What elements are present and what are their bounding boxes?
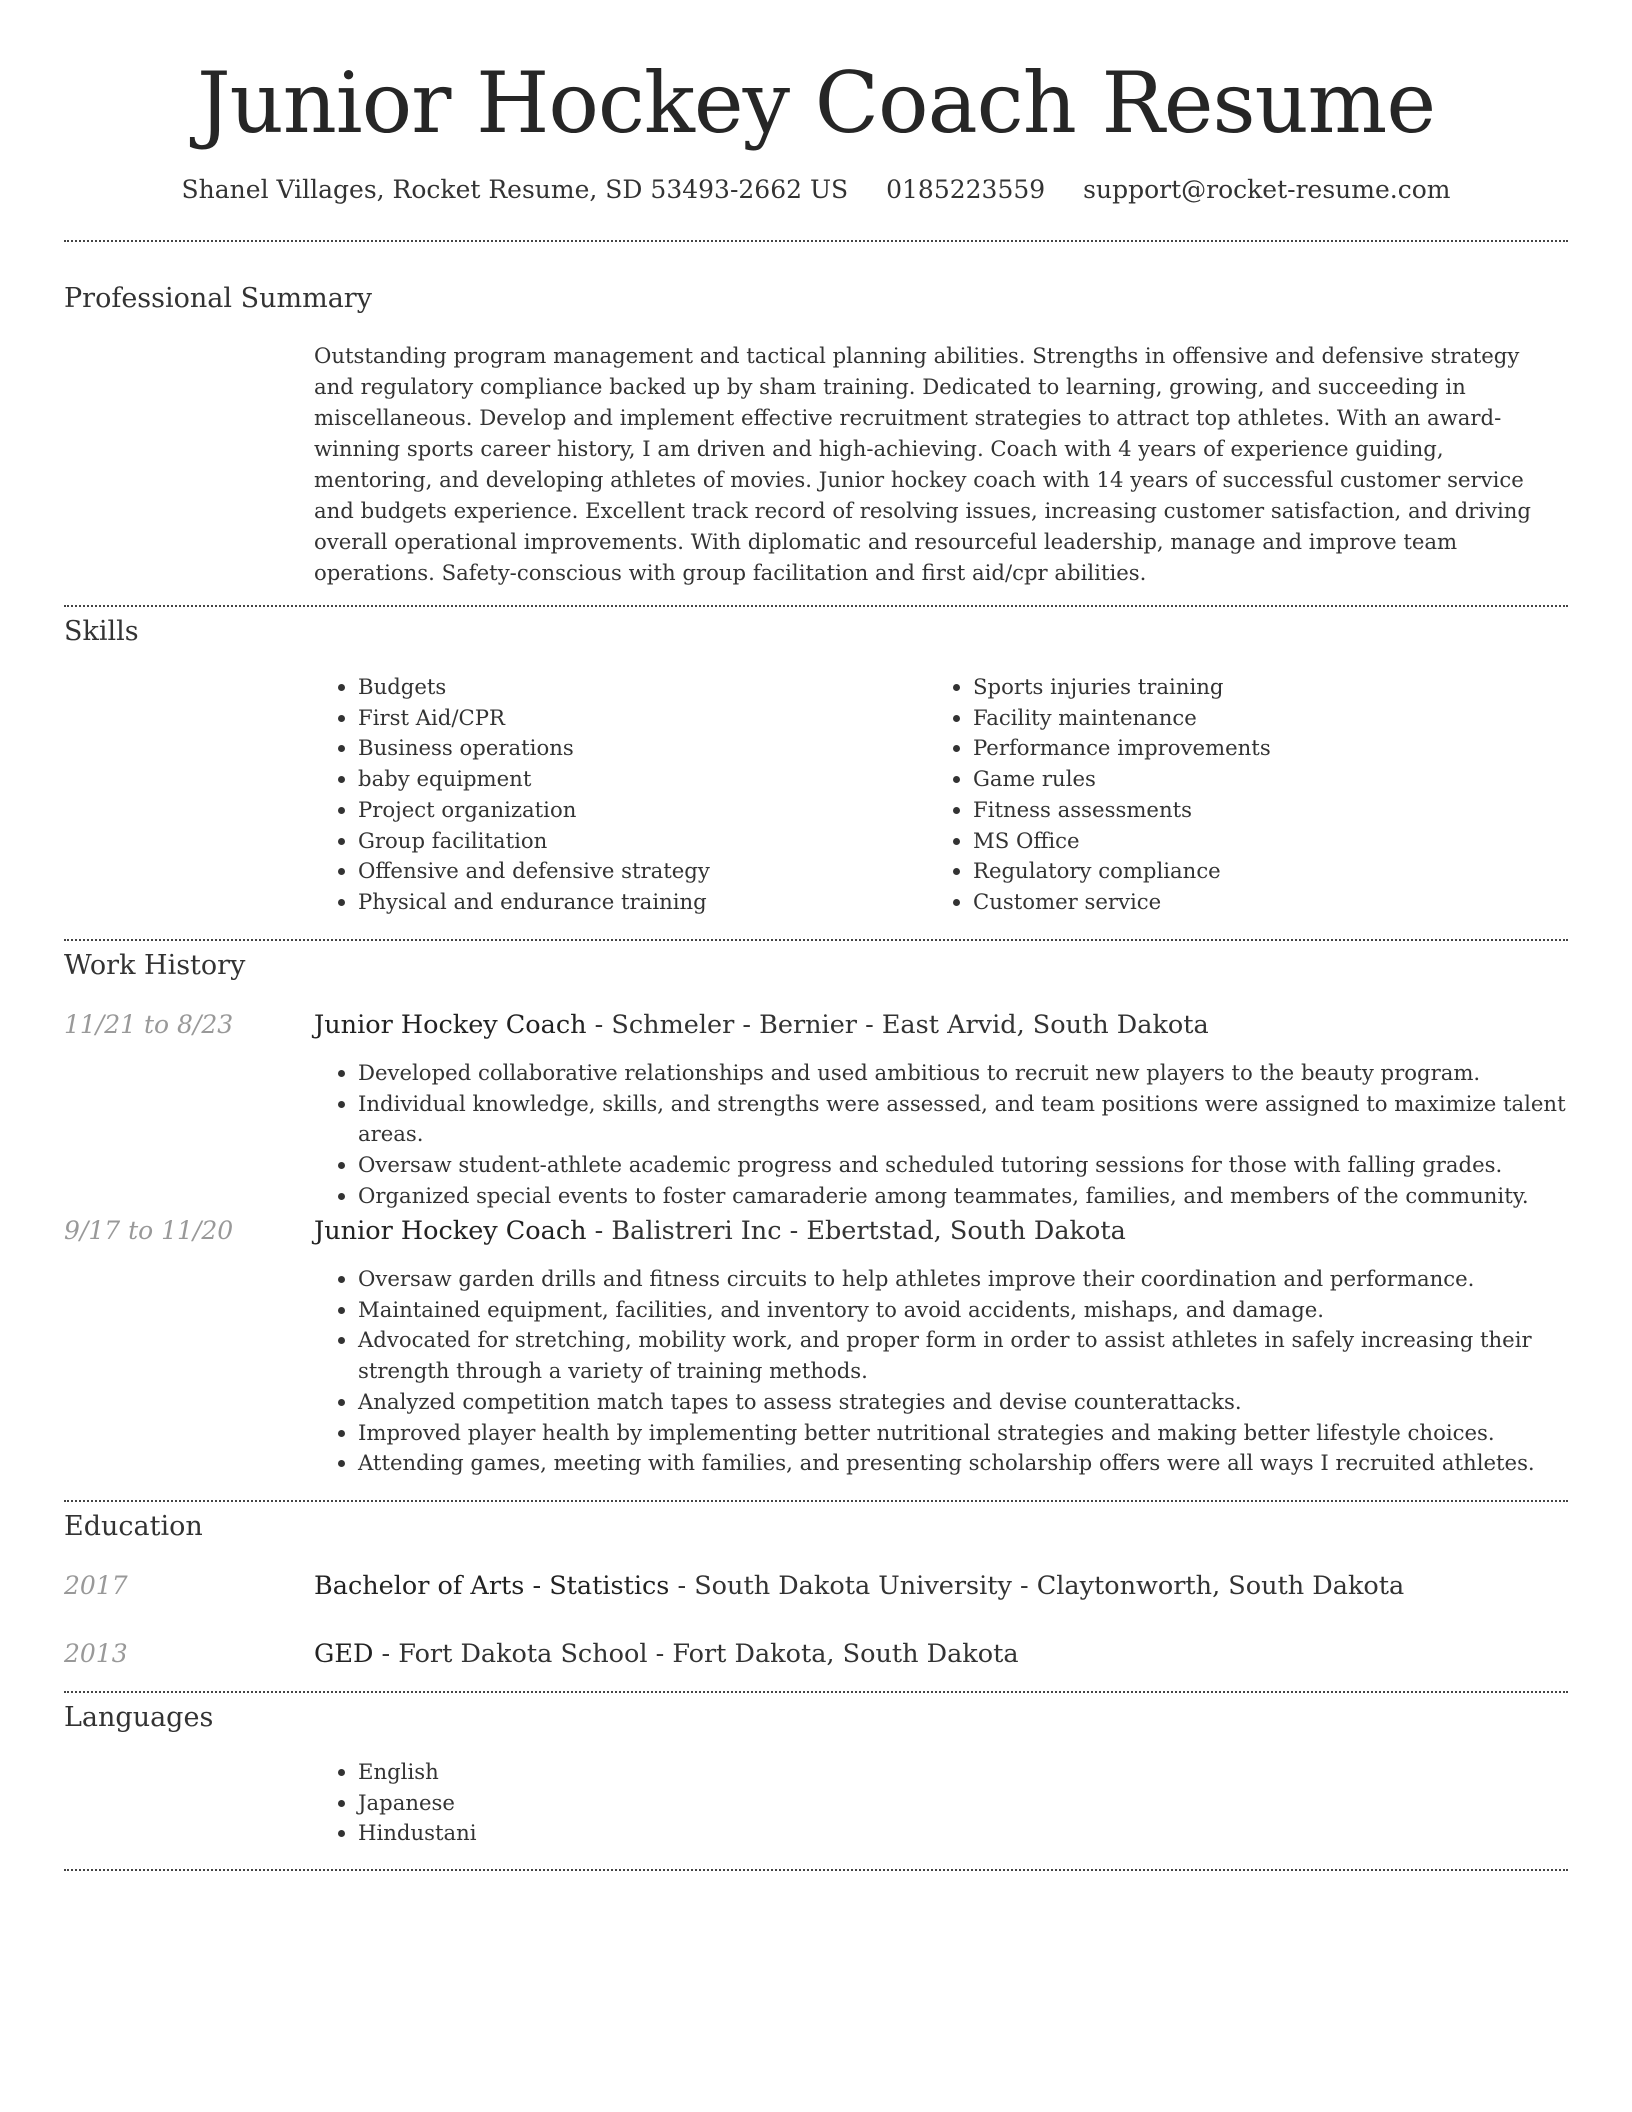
skill-item: • baby equipment bbox=[358, 764, 918, 795]
divider bbox=[64, 240, 1568, 242]
contact-line bbox=[0, 170, 1632, 210]
job-bullet: • Advocated for stretching, mobility work, and proper form in order to assist athletes in safely increasing their strength through a variety of training methods. bbox=[358, 1325, 1618, 1386]
skill-item: • First Aid/CPR bbox=[358, 703, 918, 734]
skills-list-right bbox=[929, 672, 1573, 918]
skill-item: • Sports injuries training bbox=[973, 672, 1573, 703]
divider bbox=[64, 939, 1568, 941]
skill-item: • Fitness assessments bbox=[973, 795, 1573, 826]
education-heading: Education bbox=[64, 1511, 203, 1542]
job-title-line bbox=[314, 1007, 1209, 1043]
contact-email[interactable]: support@rocket-resume.com bbox=[1083, 175, 1451, 204]
skills-heading: Skills bbox=[64, 616, 139, 647]
job-bullets bbox=[314, 1058, 1618, 1212]
languages-heading: Languages bbox=[64, 1702, 214, 1733]
skill-item: • Budgets bbox=[358, 672, 918, 703]
divider bbox=[64, 1869, 1568, 1871]
education-entry bbox=[314, 1568, 1404, 1604]
skill-item: • Physical and endurance training bbox=[358, 887, 918, 918]
skill-item: • Game rules bbox=[973, 764, 1573, 795]
job-dates: 11/21 to 8/23 bbox=[64, 1010, 234, 1039]
skill-item: • Regulatory compliance bbox=[973, 856, 1573, 887]
education-school: - South Dakota University - Claytonworth, South Dakota bbox=[669, 1571, 1405, 1601]
education-degree: GED bbox=[314, 1639, 374, 1669]
job-title-line bbox=[314, 1213, 1126, 1249]
work-heading: Work History bbox=[64, 950, 246, 981]
language-item: • Hindustani bbox=[358, 1818, 958, 1849]
job-bullet: • Organized special events to foster camaraderie among teammates, families, and members of the community. bbox=[358, 1181, 1618, 1212]
skill-item: • Offensive and defensive strategy bbox=[358, 856, 918, 887]
job-title: Junior Hockey Coach bbox=[314, 1010, 587, 1040]
skill-item: • Facility maintenance bbox=[973, 703, 1573, 734]
skills-list-left bbox=[314, 672, 918, 918]
skill-item: • Customer service bbox=[973, 887, 1573, 918]
education-entry bbox=[314, 1636, 1019, 1672]
contact-phone: 0185223559 bbox=[886, 175, 1046, 204]
education-year: 2017 bbox=[64, 1571, 128, 1600]
education-school: - Fort Dakota School - Fort Dakota, South Dakota bbox=[373, 1639, 1019, 1669]
skill-item: • Business operations bbox=[358, 733, 918, 764]
job-employer: - Balistreri Inc - Ebertstad, South Dakota bbox=[586, 1216, 1126, 1246]
education-year: 2013 bbox=[64, 1639, 128, 1668]
job-bullets bbox=[314, 1264, 1618, 1479]
summary-heading: Professional Summary bbox=[64, 283, 372, 314]
language-item: • Japanese bbox=[358, 1788, 958, 1819]
skill-item: • Project organization bbox=[358, 795, 918, 826]
summary-text: Outstanding program management and tactical planning abilities. Strengths in offensive and defensive strategy and regulatory compliance backed up by sham training. Dedicated to learning, growing, and succeeding in miscellaneous. Develop and implement effective recruitment strategies to attract top athletes. With an award-winning sports career history, I am driven and high-achieving. Coach with 4 years of experience guiding, mentoring, and developing athletes of movies. Junior hockey coach with 14 years of successful customer service and budgets experience. Excellent track record of resolving issues, increasing customer satisfaction, and driving overall operational improvements. With diplomatic and resourceful leadership, manage and improve team operations. Safety-conscious with group facilitation and first aid/cpr abilities. bbox=[314, 343, 1531, 585]
job-bullet: • Attending games, meeting with families, and presenting scholarship offers were all ways I recruited athletes. bbox=[358, 1448, 1618, 1479]
job-bullet: • Oversaw student-athlete academic progress and scheduled tutoring sessions for those with falling grades. bbox=[358, 1150, 1618, 1181]
divider bbox=[64, 1500, 1568, 1502]
divider bbox=[64, 605, 1568, 607]
languages-list bbox=[314, 1757, 958, 1849]
job-title: Junior Hockey Coach bbox=[314, 1216, 587, 1246]
skill-item: • Performance improvements bbox=[973, 733, 1573, 764]
job-bullet: • Oversaw garden drills and fitness circuits to help athletes improve their coordination and performance. bbox=[358, 1264, 1618, 1295]
language-item: • English bbox=[358, 1757, 958, 1788]
job-bullet: • Individual knowledge, skills, and strengths were assessed, and team positions were assigned to maximize talent areas. bbox=[358, 1089, 1618, 1150]
contact-address: Shanel Villages, Rocket Resume, SD 53493-2662 US bbox=[181, 175, 849, 204]
job-bullet: • Analyzed competition match tapes to assess strategies and devise counterattacks. bbox=[358, 1387, 1618, 1418]
education-degree: Bachelor of Arts - Statistics bbox=[314, 1571, 670, 1601]
job-bullet: • Maintained equipment, facilities, and inventory to avoid accidents, mishaps, and damage. bbox=[358, 1295, 1618, 1326]
job-bullet: • Improved player health by implementing better nutritional strategies and making better lifestyle choices. bbox=[358, 1418, 1618, 1449]
resume-title: Junior Hockey Coach Resume bbox=[196, 54, 1436, 152]
job-bullet: • Developed collaborative relationships and used ambitious to recruit new players to the beauty program. bbox=[358, 1058, 1618, 1089]
job-dates: 9/17 to 11/20 bbox=[64, 1216, 234, 1245]
job-employer: - Schmeler - Bernier - East Arvid, South Dakota bbox=[586, 1010, 1209, 1040]
divider bbox=[64, 1691, 1568, 1693]
skill-item: • Group facilitation bbox=[358, 826, 918, 857]
skill-item: • MS Office bbox=[973, 826, 1573, 857]
